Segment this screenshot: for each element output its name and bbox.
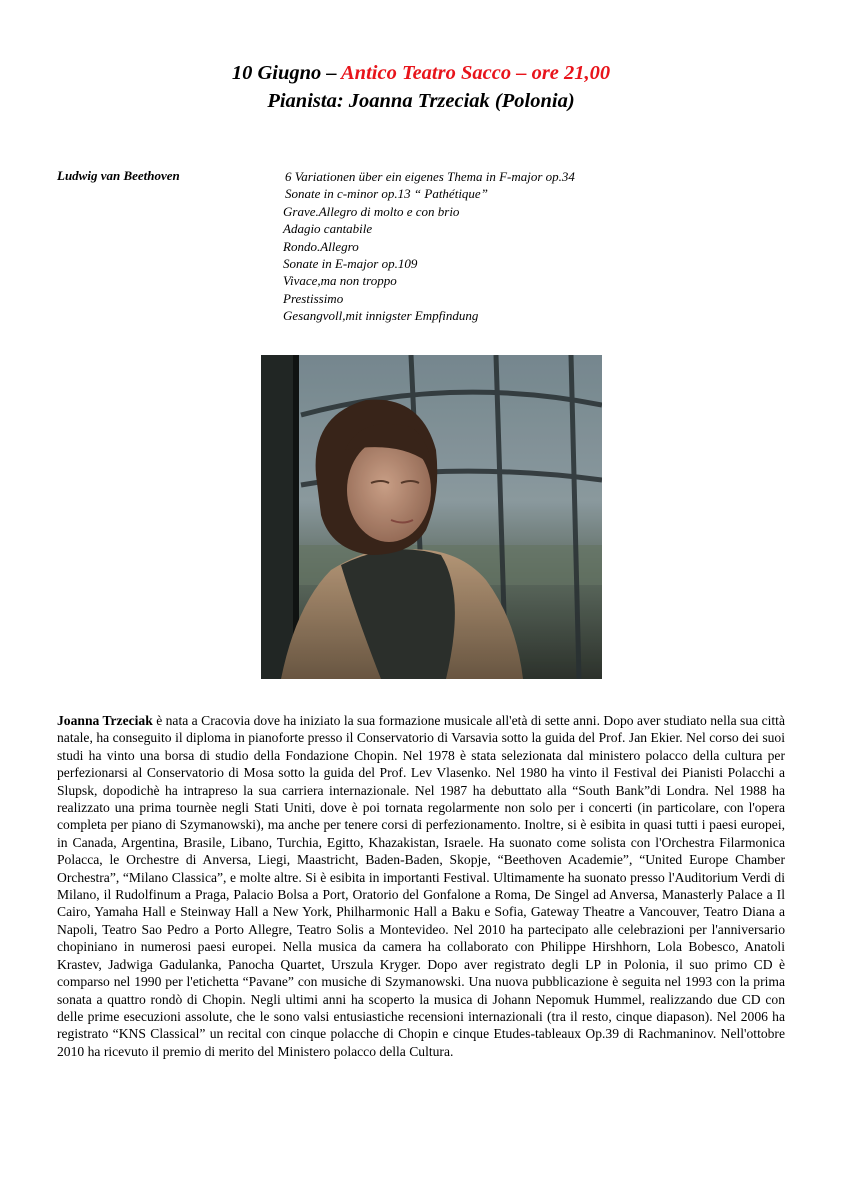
program-item: Prestissimo — [283, 290, 344, 306]
concert-title — [0, 60, 842, 86]
program-item: Sonate in c-minor op.13 “ Pathétique” — [285, 186, 488, 202]
concert-date: 10 Giugno – — [231, 62, 341, 84]
pianist-title: Pianista: Joanna Trzeciak (Polonia) — [267, 90, 575, 112]
program-item: Vivace,ma non troppo — [283, 273, 397, 289]
program-item: Adagio cantabile — [283, 221, 373, 237]
program-item: 6 Variationen über ein eigenes Thema in F-major op.34 — [285, 169, 575, 184]
composer-name: Ludwig van Beethoven — [57, 168, 180, 183]
biography-body: è nata a Cracovia dove ha iniziato la sua formazione musicale all'età di sette anni. Dopo aver studiato nella sua città natale, ha conseguito il diploma in pianoforte presso il Conservatorio di Varsavia sotto la guida del Prof. Jan Ekier. Nel corso dei suoi studi ha vinto una borsa di studio della Fondazione Chopin. Nel 1978 è stata selezionata dal ministero polacco della cultura per perfezionarsi al Conservatorio di Mosa sotto la guida del Prof. Lev Vlasenko. Nel 1980 ha vinto il Festival dei Pianisti Polacchi a Slupsk, dopodichè ha intrapreso la sua carriera internazionale. Nel 1987 ha debuttato alla “South Bank”di Londra. Nel 1988 ha realizzato una prima tournèe negli Stati Uniti, dove è poi tornata regolarmente non solo per i concerti (in particolare, con l'opera completa per piano di Szymanowski), ma anche per tenere corsi di perfezionamento. Inoltre, si è esibita in quasi tutti i paesi europei, in Canada, Argentina, Brasile, Libano, Turchia, Egitto, Khazakistan, Israele. Ha suonato come solista con l'Orchestra Filarmonica Polacca, le Orchestre di Anversa, Liegi, Maastricht, Baden-Baden, Skopje, “Beethoven Academie”, “United Europe Chamber Orchestra”, “Milano Classica”, e molte altre. Si è esibita in importanti Festival. Ultimamente ha suonato presso l'Auditorium Verdi di Milano, il Rudolfinum a Praga, Palacio Bolsa a Port, Oratorio del Gonfalone a Roma, De Singel ad Anversa, Manasterly Palace a Il Cairo, Yamaha Hall e Steinway Hall a New York, Philharmonic Hall a Baku e Sofia, Gateway Theatre a Vancouver, Teatro Diana a Napoli, Teatro Sao Pedro a Porto Allegre, Teatro Solis a Montevideo. Nel 2010 ha partecipato alle celebrazioni per l'anniversario chopiniano in numerosi paesi europei. Nella musica da camera ha collaborato con Philippe Hirshhorn, Lola Bobesco, Anatoli Krastev, Jadwiga Gadulanka, Panocha Quartet, Urszula Kryger. Dopo aver registrato degli LP in Polonia, il suo primo CD è comparso nel 1990 per l'etichetta “Pavane” con musiche di Szymanowski. Una nuova pubblicazione è seguita nel 1993 con la prima sonata a quattro rondò di Chopin. Negli ultimi anni ha scoperto la musica di Johann Nepomuk Hummel, realizzando due CD con delle prime esecuzioni assolute, che le sono valsi entusiastiche recensioni internazionali (tra il resto, cinque diapason). Nel 2006 ha registrato “KNS Classical” un recital con cinque polacche di Chopin e cinque Etudes-tableaux Op.39 di Rachmaninov. Nell'ottobre 2010 ha ricevuto il premio di merito del Ministero polacco della Cultura. — [57, 713, 785, 1059]
program-item: Rondo.Allegro — [283, 238, 359, 254]
program-item: Sonate in E-major op.109 — [283, 256, 418, 272]
program-item: Gesangvoll,mit innigster Empfindung — [283, 308, 479, 324]
program-item: Grave.Allegro di molto e con brio — [283, 203, 460, 219]
program-list — [283, 168, 575, 325]
pianist-photo — [261, 355, 602, 679]
biography-text — [57, 712, 785, 1060]
concert-venue-time: Antico Teatro Sacco – ore 21,00 — [341, 62, 611, 84]
biography-name: Joanna Trzeciak — [57, 713, 153, 728]
